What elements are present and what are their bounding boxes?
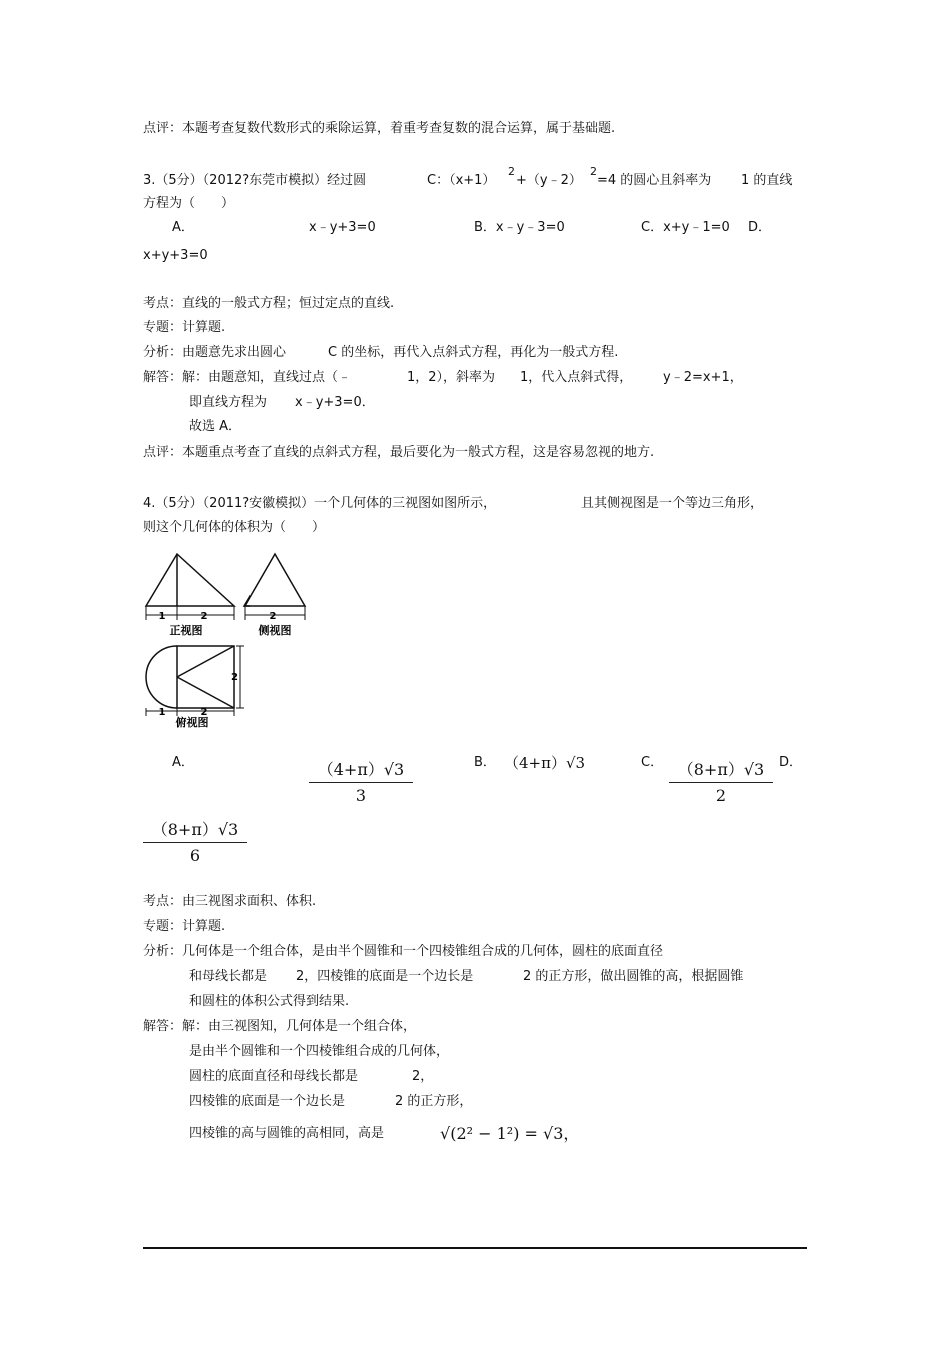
q3-option-a-label: A． [172,220,194,235]
front-view-dim-label-2: 2 [200,611,208,622]
q3-kaodian: 考点：直线的一般式方程；恒过定点的直线. [143,296,395,311]
q4-fenxi: 2，四棱锥的底面是一个边长是 [296,969,474,984]
q4-option-d-numerator: （8+π）√3 [143,817,247,843]
q4-option-b: （4+π）√3 [504,754,586,772]
q4-option-a-denominator: 3 [355,786,367,805]
q4-option-c-denominator: 2 [715,786,727,805]
q4-option-c-numerator: （8+π）√3 [669,757,773,783]
q4-fenxi: 2 的正方形，做出圆锥的高，根据圆锥 [523,969,744,984]
q3-jieda: 1，2），斜率为 [407,370,496,385]
q4-jieda: 2， [412,1069,434,1084]
q4-jieda: 解答：解：由三视图知，几何体是一个组合体， [143,1019,417,1034]
q4-option-c-label: C． [641,755,664,770]
top-view-caption: 俯视图 [175,716,209,729]
footer-rule [143,1247,807,1249]
top-view-dim-label-2: 2 [200,707,208,718]
front-view-dim-label-1: 1 [158,611,166,622]
q4-option-a-fraction [309,757,413,805]
q4-stem: 且其侧视图是一个等边三角形， [581,496,764,511]
q3-fenxi: C 的坐标，再代入点斜式方程，再化为一般式方程. [328,345,619,360]
top-view-figure [140,640,250,730]
q4-option-a-numerator: （4+π）√3 [309,757,413,783]
top-view-dim-label-1: 1 [158,707,166,718]
three-view-figure-side [240,548,310,638]
q4-fenxi: 和圆柱的体积公式得到结果. [189,994,350,1009]
q4-stem: 则这个几何体的体积为（ ） [143,520,326,535]
q3-option-d-label: D． [748,220,772,235]
q4-jieda: 2 的正方形， [395,1094,473,1109]
q3-stem: +（y﹣2） [516,173,582,188]
q4-stem: 4.（5分）（2011?安徽模拟）一个几何体的三视图如图所示， [143,496,497,511]
front-view-caption: 正视图 [169,624,203,637]
top-view-half-circle [146,646,177,708]
q3-exponent: 2 [590,165,597,178]
q3-option-a: x﹣y+3=0 [309,220,376,235]
q3-option-c: C．x+y﹣1=0 [641,220,730,235]
q3-jieda: 即直线方程为 [189,395,268,410]
q3-stem: =4 的圆心且斜率为 [597,173,712,188]
q3-jieda: y﹣2=x+1， [663,370,743,385]
q3-pingjia: 点评：本题重点考查了直线的点斜式方程，最后要化为一般式方程，这是容易忽视的地方. [143,445,655,460]
q4-option-d-label: D． [779,755,803,770]
q4-jieda: 圆柱的底面直径和母线长都是 [189,1069,359,1084]
q3-stem: 方程为（ ） [143,196,235,211]
q3-zhuanti: 专题：计算题. [143,320,226,335]
q4-jieda: 是由半个圆锥和一个四棱锥组合成的几何体， [189,1044,450,1059]
q3-jieda: x﹣y+3=0． [295,395,375,410]
q3-option-b: B．x﹣y﹣3=0 [474,220,565,235]
top-view-height-label: 2 [231,672,238,683]
q3-option-d: x+y+3=0 [143,248,208,263]
q4-jieda: 四棱锥的高与圆锥的高相同，高是 [189,1126,385,1141]
q3-stem: 3.（5分）（2012?东莞市模拟）经过圆 [143,173,367,188]
q3-fenxi: 分析：由题意先求出圆心 [143,345,287,360]
q4-height-expression: √(2² − 1²) = √3， [440,1124,580,1143]
q4-option-b-label: B． [474,755,496,770]
q4-option-d-denominator: 6 [189,846,201,865]
q4-option-d-fraction [143,817,247,865]
q3-jieda: 1，代入点斜式得， [520,370,633,385]
q3-stem: 1 的直线 [741,173,793,188]
q3-stem: C：（x+1） [427,173,496,188]
q2-comment: 点评：本题考查复数代数形式的乘除运算，着重考查复数的混合运算，属于基础题. [143,121,616,136]
q4-jieda: 四棱锥的底面是一个边长是 [189,1094,346,1109]
q4-fenxi: 和母线长都是 [189,969,268,984]
q4-fenxi: 分析：几何体是一个组合体，是由半个圆锥和一个四棱锥组合成的几何体，圆柱的底面直径 [143,944,664,959]
q3-exponent: 2 [508,165,515,178]
q4-kaodian: 考点：由三视图求面积、体积. [143,894,317,909]
q4-option-a-label: A． [172,755,194,770]
q3-jieda: 故选 A． [189,419,242,434]
three-view-figure-front-labels [140,548,240,638]
q3-jieda: 解答：解：由题意知，直线过点（﹣ [143,370,352,385]
q4-zhuanti: 专题：计算题. [143,919,226,934]
q4-option-c-fraction [669,757,773,805]
side-view-caption: 侧视图 [258,624,292,637]
side-view-dim-label: 2 [269,611,277,622]
